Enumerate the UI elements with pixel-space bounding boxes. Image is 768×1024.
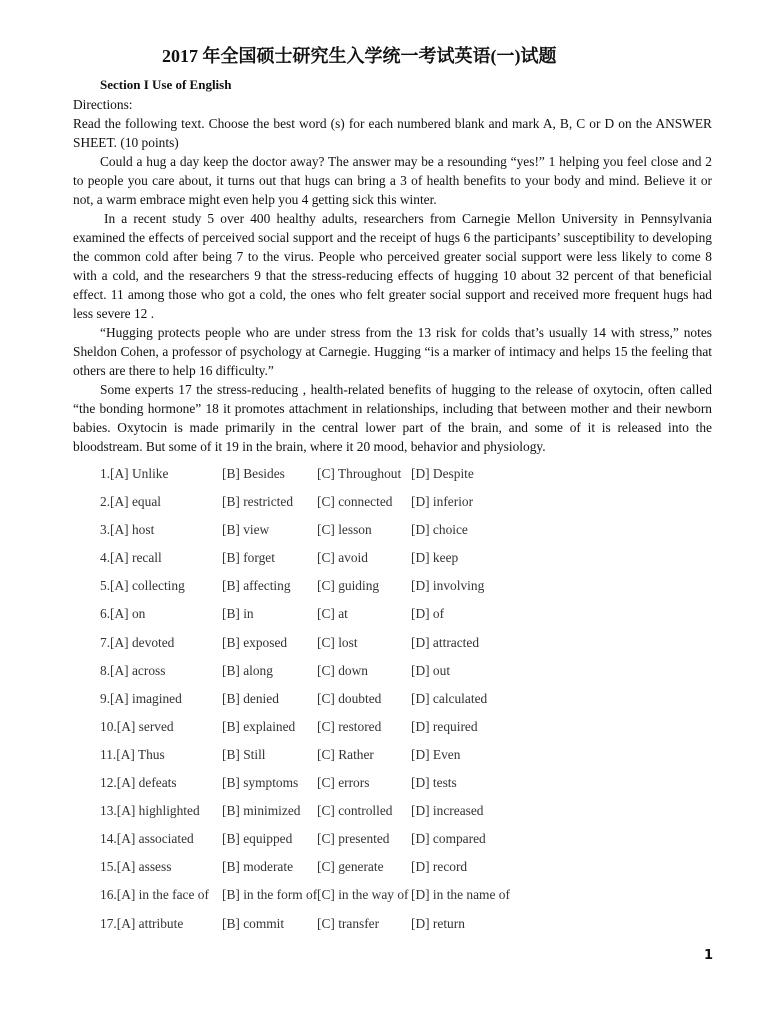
option-c: [C] connected <box>317 494 393 510</box>
option-d: [D] compared <box>411 831 486 847</box>
option-b: [B] symptoms <box>222 775 299 791</box>
option-b: [B] equipped <box>222 831 293 847</box>
option-a: 7.[A] devoted <box>100 634 175 650</box>
option-b: [B] in <box>222 606 254 622</box>
question-row <box>100 689 720 717</box>
option-d: [D] involving <box>411 578 485 594</box>
option-a: 16.[A] in the face of <box>100 887 209 903</box>
option-d: [D] tests <box>411 775 457 791</box>
question-row <box>100 604 720 632</box>
question-row <box>100 773 720 801</box>
option-a: 10.[A] served <box>100 718 174 734</box>
section-heading: Section I Use of English <box>100 77 232 92</box>
passage-paragraph-1: Could a hug a day keep the doctor away? The answer may be a resounding “yes!” 1 helping you feel close and 2 to people you care about, it turns out that hugs can bring a 3 of health benefits to your body and mind. Believe it or not, a warm embrace might even help you 4 getting sick this winter. <box>73 154 712 207</box>
question-row <box>100 857 720 885</box>
question-row <box>100 914 720 942</box>
option-c: [C] doubted <box>317 690 382 706</box>
option-d: [D] required <box>411 718 478 734</box>
passage-paragraph-2: In a recent study 5 over 400 healthy adults, researchers from Carnegie Mellon University in Pennsylvania examined the effects of perceived social support and the receipt of hugs 6 the participants’ susceptibility to developing the common cold after being 7 to the virus. People who perceived greater social support were less likely to come 8 with a cold, and the researchers 9 that the stress-reducing effects of hugging 10 about 32 percent of that beneficial effect. 11 among those who got a cold, the ones who felt greater social support and received more frequent hugs had less severe 12 . <box>73 211 712 321</box>
question-row <box>100 520 720 548</box>
option-a: 9.[A] imagined <box>100 690 182 706</box>
option-b: [B] Still <box>222 746 266 762</box>
option-a: 8.[A] across <box>100 662 166 678</box>
option-b: [B] exposed <box>222 634 288 650</box>
option-c: [C] guiding <box>317 578 380 594</box>
option-a: 5.[A] collecting <box>100 578 185 594</box>
option-b: [B] affecting <box>222 578 291 594</box>
option-b: [B] along <box>222 662 273 678</box>
option-a: 14.[A] associated <box>100 831 194 847</box>
option-a: 13.[A] highlighted <box>100 803 200 819</box>
option-c: [C] restored <box>317 718 382 734</box>
option-d: [D] calculated <box>411 690 488 706</box>
option-a: 2.[A] equal <box>100 494 161 510</box>
answer-options-list <box>100 464 720 942</box>
option-a: 15.[A] assess <box>100 859 172 875</box>
option-c: [C] errors <box>317 775 370 791</box>
option-b: [B] moderate <box>222 859 294 875</box>
question-row <box>100 885 720 913</box>
option-d: [D] out <box>411 662 451 678</box>
option-c: [C] avoid <box>317 550 368 566</box>
option-b: [B] denied <box>222 690 279 706</box>
option-d: [D] of <box>411 606 445 622</box>
option-c: [C] presented <box>317 831 390 847</box>
option-d: [D] in the name of <box>411 887 510 903</box>
option-a: 11.[A] Thus <box>100 746 165 762</box>
option-d: [D] return <box>411 915 465 931</box>
option-a: 4.[A] recall <box>100 550 162 566</box>
option-d: [D] Despite <box>411 466 474 481</box>
option-c: [C] Rather <box>317 746 374 762</box>
option-c: [C] lesson <box>317 522 372 538</box>
option-d: [D] Even <box>411 746 461 762</box>
option-a: 12.[A] defeats <box>100 775 177 791</box>
page-title: 2017 年全国硕士研究生入学统一考试英语(一)试题 <box>162 46 557 66</box>
option-a: 3.[A] host <box>100 522 155 538</box>
passage-paragraph-3: “Hugging protects people who are under stress from the 13 risk for colds that’s usually 14 with stress,” notes Sheldon Cohen, a professor of psychology at Carnegie. Hugging “is a marker of intimacy and helps 15 the feeling that others are there to help 16 difficulty.” <box>73 325 712 378</box>
option-a: 1.[A] Unlike <box>100 466 169 481</box>
option-c: [C] at <box>317 606 348 622</box>
option-b: [B] minimized <box>222 803 301 819</box>
option-c: [C] transfer <box>317 915 380 931</box>
question-row <box>100 492 720 520</box>
option-a: 17.[A] attribute <box>100 915 184 931</box>
directions-label: Directions: <box>73 97 133 112</box>
option-a: 6.[A] on <box>100 606 146 622</box>
question-row <box>100 717 720 745</box>
option-d: [D] increased <box>411 803 484 819</box>
option-c: [C] generate <box>317 859 384 875</box>
page-number: 1 <box>704 948 714 963</box>
option-b: [B] explained <box>222 718 296 734</box>
option-b: [B] commit <box>222 915 285 931</box>
option-c: [C] down <box>317 662 368 678</box>
option-c: [C] lost <box>317 634 358 650</box>
question-row <box>100 576 720 604</box>
option-b: [B] in the form of <box>222 887 318 903</box>
question-row <box>100 829 720 857</box>
passage-paragraph-4: Some experts 17 the stress-reducing , health-related benefits of hugging to the release of oxytocin, often called “the bonding hormone” 18 it promotes attachment in relationships, including that between mother and their newborn babies. Oxytocin is made primarily in the central lower part of the brain, and some of it is released into the bloodstream. But some of it 19 in the brain, where it 20 mood, behavior and physiology. <box>73 382 712 454</box>
question-row <box>100 464 720 492</box>
option-d: [D] inferior <box>411 494 474 510</box>
question-row <box>100 548 720 576</box>
option-d: [D] record <box>411 859 468 875</box>
question-row <box>100 745 720 773</box>
directions-text: Read the following text. Choose the best word (s) for each numbered blank and mark A, B, C or D on the ANSWER SHEET. (10 points) <box>73 116 712 150</box>
option-c: [C] controlled <box>317 803 393 819</box>
option-d: [D] choice <box>411 522 468 538</box>
option-b: [B] Besides <box>222 466 285 481</box>
question-row <box>100 633 720 661</box>
question-row <box>100 801 720 829</box>
option-c: [C] in the way of <box>317 887 409 903</box>
option-b: [B] restricted <box>222 494 294 510</box>
option-d: [D] keep <box>411 550 459 566</box>
option-d: [D] attracted <box>411 634 480 650</box>
option-c: [C] Throughout <box>317 466 402 481</box>
option-b: [B] forget <box>222 550 275 566</box>
option-b: [B] view <box>222 522 270 538</box>
question-row <box>100 661 720 689</box>
